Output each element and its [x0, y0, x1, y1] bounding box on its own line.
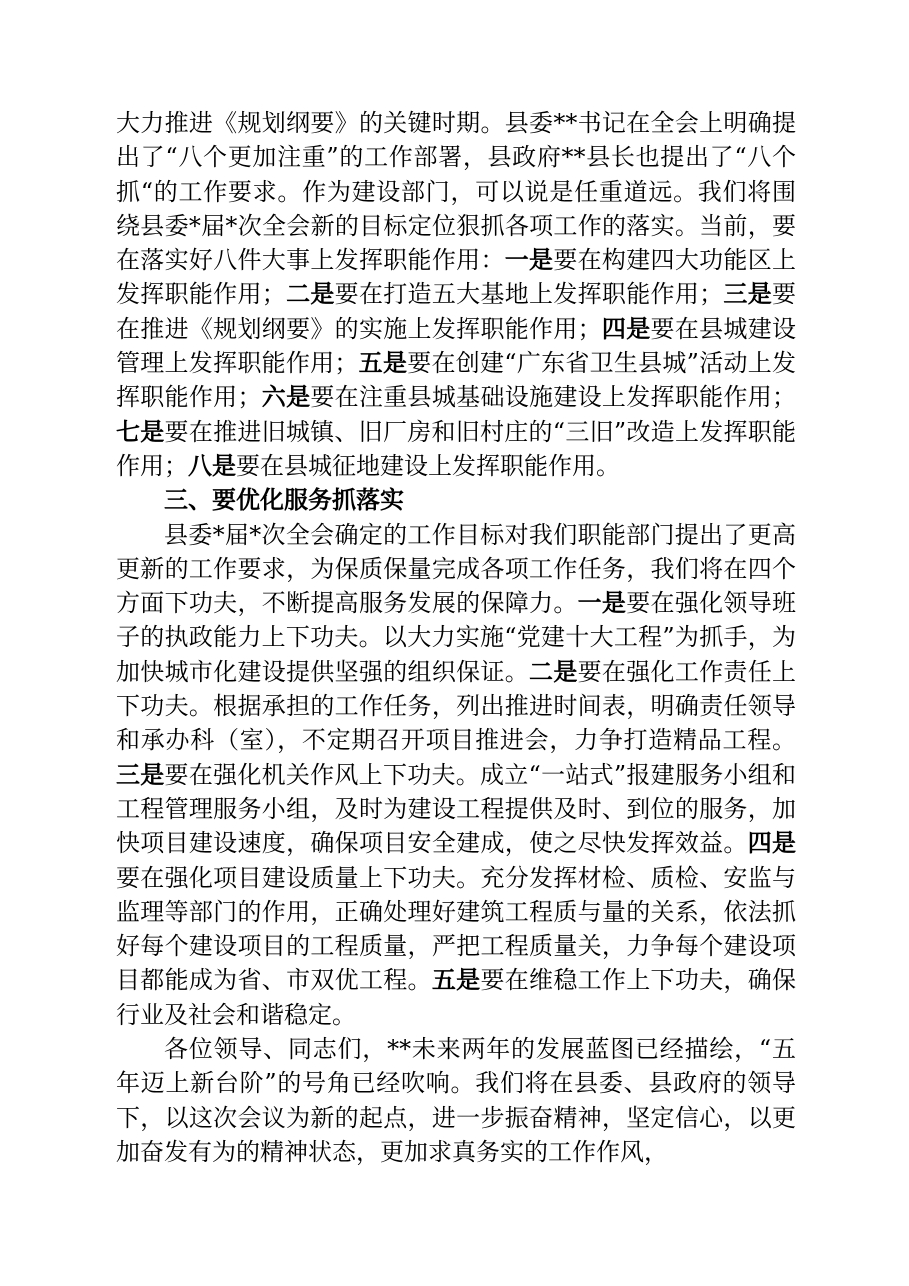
paragraph-text: 要在强化机关作风上下功夫。成立“一站式”报建服务小组和工程管理服务小组，及时为建设工程提供及时、到位的服务，加快项目建设速度，确保项目安全建成，使之尽快发挥效益。 [116, 760, 797, 858]
paragraph-text: 要在维稳工作上下功夫，确保行业及社会和谐稳定。 [116, 966, 797, 1029]
bold-ordinal-label: 一是 [504, 245, 554, 275]
bold-ordinal-label: 二是 [285, 279, 335, 309]
bold-ordinal-label: 六是 [261, 382, 311, 412]
paragraph-text: 要在县城征地建设上发挥职能作用。 [236, 451, 620, 480]
section-heading [116, 483, 796, 517]
paragraph-text: 各位领导、同志们，**未来两年的发展蓝图已经描绘，“五年迈上新台阶”的号角已经吹响。我们将在县委、县政府的领导下，以这次会议为新的起点，进一步振奋精神，坚定信心，以更加奋发有为的精神状态，更加求真务实的工作作风， [116, 1035, 796, 1166]
paragraph-text: 大力推进《规划纲要》的关键时期。县委**书记在全会上明确提出了“八个更加注重”的工作部署，县政府**县长也提出了“八个抓“的工作要求。作为建设部门，可以说是任重道远。我们将围绕县委*届*次全会新的目标定位狠抓各项工作的落实。当前，要在落实好八件大事上发挥职能作用： [116, 109, 796, 275]
bold-ordinal-label: 五是 [358, 348, 408, 378]
bold-ordinal-label: 三是 [723, 279, 773, 309]
body-paragraph [116, 1032, 796, 1169]
paragraph-text: 要在构建四大功能区上发挥职能作用； [116, 246, 797, 309]
bold-ordinal-label: 七是 [116, 416, 165, 446]
paragraph-text: 要在推进旧城镇、旧厂房和旧村庄的“三旧”改造上发挥职能作用； [116, 417, 797, 480]
paragraph-text: 要在县城建设管理上发挥职能作用； [116, 314, 797, 378]
bold-ordinal-label: 三、要优化服务抓落实 [164, 485, 404, 515]
paragraph-text: 要在强化项目建设质量上下功夫。充分发挥材检、质检、安监与监理等部门的作用，正确处理好建筑工程质与量的关系，依法抓好每个建设项目的工程质量，严把工程质量关，力争每个建设项目都能成为省、市双优工程。 [116, 863, 796, 995]
paragraph-text: 要在推进《规划纲要》的实施上发挥职能作用； [116, 280, 797, 343]
paragraph-text: 要在创建“广东省卫生县城”活动上发挥职能作用； [116, 349, 797, 412]
bold-ordinal-label: 五是 [431, 965, 481, 995]
paragraph-text: 要在打造五大基地上发挥职能作用； [334, 280, 724, 309]
paragraph-text: 要在强化领导班子的执政能力上下功夫。以大力实施“党建十大工程”为抓手，为加快城市化建设提供坚强的组织保证。 [116, 589, 797, 686]
bold-ordinal-label: 四是 [601, 313, 651, 343]
body-paragraph [116, 106, 796, 483]
document-body [116, 106, 796, 1169]
bold-ordinal-label: 三是 [116, 759, 165, 789]
bold-ordinal-label: 四是 [747, 828, 796, 858]
paragraph-text: 要在强化工作责任上下功夫。根据承担的工作任务，列出推进时间表，明确责任领导和承办科（室），不定期召开项目推进会，力争打造精品工程。 [116, 657, 797, 755]
body-paragraph [116, 518, 796, 1032]
paragraph-text: 县委*届*次全会确定的工作目标对我们职能部门提出了更高更新的工作要求，为保质保量完成各项工作任务，我们将在四个方面下功夫，不断提高服务发展的保障力。 [116, 520, 796, 618]
bold-ordinal-label: 八是 [188, 450, 236, 480]
paragraph-text: 要在注重县城基础设施建设上发挥职能作用； [310, 383, 797, 412]
bold-ordinal-label: 二是 [529, 656, 578, 686]
bold-ordinal-label: 一是 [577, 588, 627, 618]
